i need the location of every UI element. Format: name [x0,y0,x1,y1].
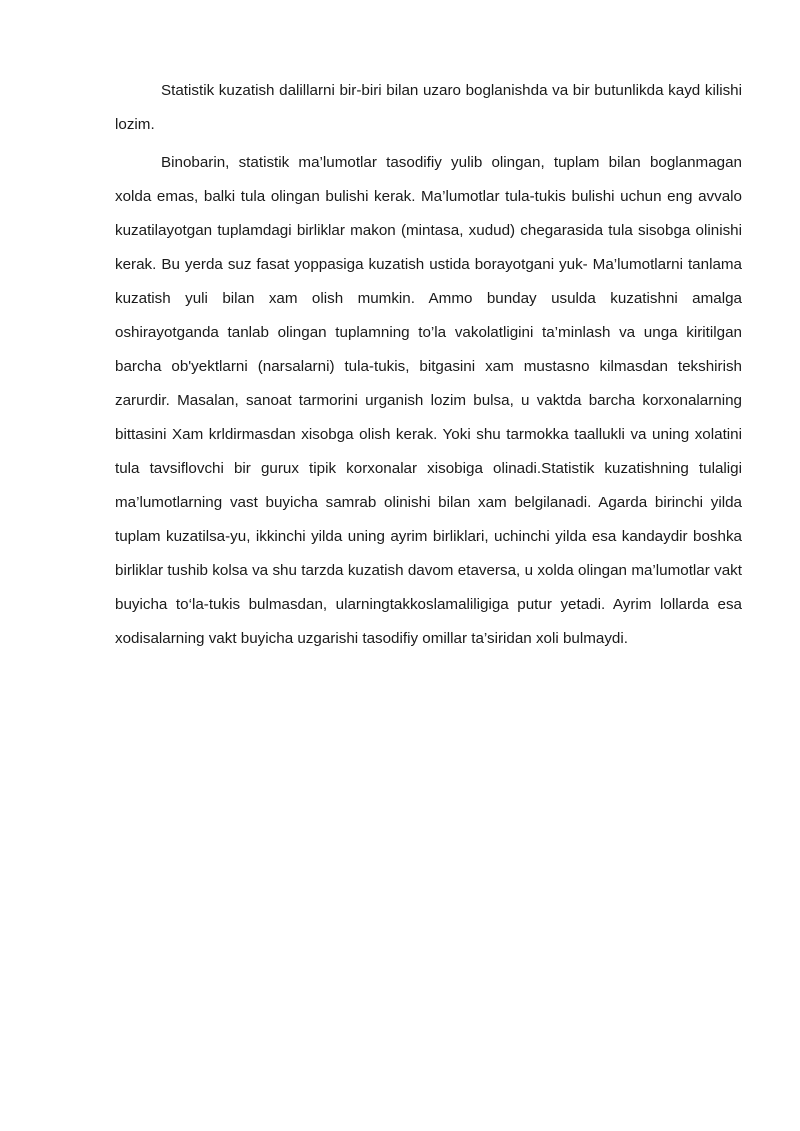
paragraph-1: Statistik kuzatish dalillarni bir-biri bilan uzaro boglanishda va bir butunlikda kayd kilishi lozim. [115,82,742,133]
body-text [115,74,742,656]
paragraph-2: Binobarin, statistik ma’lumotlar tasodifiy yulib olingan, tuplam bilan boglanmagan xolda emas, balki tula olingan bulishi kerak. Ma’lumotlar tula-tukis bulishi uchun eng avvalo kuzatilayotgan tuplamdagi birliklar makon (mintasa, xudud) chegarasida tula sisobga olinishi kerak. Bu yerda suz fasat yoppasiga kuzatish ustida borayotgani yuk- Ma’lumotlarni tanlama kuzatish yuli bilan xam olish mumkin. Ammo bunday usulda kuzatishni amalga oshirayotganda tanlab olingan tuplamning to’la vakolatligini ta’minlash va unga kiritilgan barcha ob'yektlarni (narsalarni) tula-tukis, bitgasini xam mustasno kilmasdan tekshirish zarurdir. Masalan, sanoat tarmorini urganish lozim bulsa, u vaktda barcha korxonalarning bittasini Xam krldirmasdan xisobga olish kerak. Yoki shu tarmokka taallukli va uning xolatini tula tavsiflovchi bir gurux tipik korxonalar xisobiga olinadi.Statistik kuzatishning tulaligi ma’lumotlarning vast buyicha samrab olinishi bilan xam belgilanadi. Agarda birinchi yilda tuplam kuzatilsa-yu, ikkinchi yilda uning ayrim birliklari, uchinchi yilda esa kandaydir boshka birliklar tushib kolsa va shu tarzda kuzatish davom etaversa, u xolda olingan ma’lumotlar vakt buyicha to‘la-tukis bulmasdan, ularningtakkoslamaliligiga putur yetadi. Ayrim lollarda esa xodisalarning vakt buyicha uzgarishi tasodifiy omillar ta’siridan xoli bulmaydi. [115,154,742,647]
